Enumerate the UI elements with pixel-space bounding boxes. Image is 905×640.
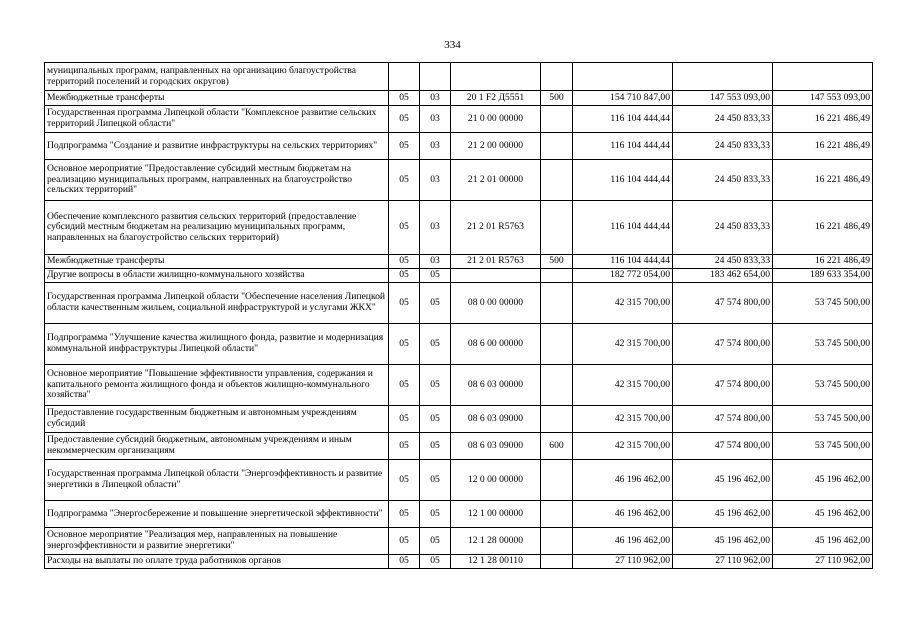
- cell-name: муниципальных программ, направленных на организацию благоустройства территорий поселений и городских округов): [45, 63, 389, 91]
- cell-amount-3: 16 221 486,49: [773, 201, 873, 255]
- cell-amount-2: 47 574 800,00: [673, 324, 773, 365]
- table-row: [45, 91, 873, 106]
- table-row: [45, 433, 873, 460]
- cell-name: Государственная программа Липецкой области "Энергоэффективность и развитие энергетики в Липецкой области": [45, 460, 389, 501]
- cell-section: 05: [389, 269, 420, 283]
- cell-subsection: 05: [420, 283, 451, 324]
- cell-amount-1: 116 104 444,44: [573, 255, 673, 269]
- table-row: [45, 555, 873, 569]
- cell-name: Подпрограмма "Улучшение качества жилищного фонда, развитие и модернизация коммунальной инфраструктуры Липецкой области": [45, 324, 389, 365]
- table-row: [45, 106, 873, 133]
- cell-expense-type: [541, 269, 573, 283]
- cell-amount-1: 116 104 444,44: [573, 201, 673, 255]
- table-row: [45, 63, 873, 91]
- cell-subsection: 03: [420, 106, 451, 133]
- cell-target-article: 21 0 00 00000: [451, 106, 541, 133]
- cell-amount-3: 53 745 500,00: [773, 406, 873, 433]
- table-row: [45, 406, 873, 433]
- cell-expense-type: [541, 160, 573, 201]
- cell-amount-1: 116 104 444,44: [573, 106, 673, 133]
- cell-section: 05: [389, 91, 420, 106]
- cell-expense-type: [541, 460, 573, 501]
- cell-target-article: 21 2 01 00000: [451, 160, 541, 201]
- cell-amount-3: 53 745 500,00: [773, 365, 873, 406]
- cell-amount-3: 53 745 500,00: [773, 324, 873, 365]
- cell-target-article: 21 2 01 R5763: [451, 201, 541, 255]
- cell-amount-1: 182 772 054,00: [573, 269, 673, 283]
- cell-expense-type: [541, 201, 573, 255]
- cell-name: Межбюджетные трансферты: [45, 91, 389, 106]
- page-number: 334: [444, 39, 461, 51]
- cell-target-article: 08 6 03 09000: [451, 406, 541, 433]
- table-row: [45, 269, 873, 283]
- cell-amount-1: 27 110 962,00: [573, 555, 673, 569]
- table-row: [45, 365, 873, 406]
- cell-amount-3: 53 745 500,00: [773, 433, 873, 460]
- cell-subsection: [420, 63, 451, 91]
- cell-subsection: 03: [420, 91, 451, 106]
- cell-amount-3: 189 633 354,00: [773, 269, 873, 283]
- cell-amount-1: 46 196 462,00: [573, 528, 673, 555]
- table-row: [45, 255, 873, 269]
- cell-name: Предоставление государственным бюджетным и автономным учреждениям субсидий: [45, 406, 389, 433]
- cell-amount-2: 183 462 654,00: [673, 269, 773, 283]
- cell-target-article: 12 1 28 00000: [451, 528, 541, 555]
- cell-amount-2: 27 110 962,00: [673, 555, 773, 569]
- cell-amount-2: 45 196 462,00: [673, 528, 773, 555]
- cell-amount-1: [573, 63, 673, 91]
- cell-amount-1: 42 315 700,00: [573, 324, 673, 365]
- cell-amount-2: [673, 63, 773, 91]
- cell-expense-type: 500: [541, 91, 573, 106]
- cell-subsection: 03: [420, 201, 451, 255]
- table-row: [45, 283, 873, 324]
- cell-name: Основное мероприятие "Повышение эффективности управления, содержания и капитального ремонта жилищного фонда и объектов жилищно-коммунального хозяйства": [45, 365, 389, 406]
- cell-amount-2: 47 574 800,00: [673, 365, 773, 406]
- cell-expense-type: [541, 63, 573, 91]
- cell-amount-2: 47 574 800,00: [673, 406, 773, 433]
- table-row: [45, 460, 873, 501]
- cell-amount-3: 16 221 486,49: [773, 255, 873, 269]
- budget-table: [44, 62, 873, 569]
- cell-amount-1: 42 315 700,00: [573, 283, 673, 324]
- cell-expense-type: [541, 406, 573, 433]
- cell-section: 05: [389, 528, 420, 555]
- cell-section: [389, 63, 420, 91]
- cell-subsection: 05: [420, 433, 451, 460]
- cell-name: Основное мероприятие "Предоставление субсидий местным бюджетам на реализацию муниципальных программ, направленных на благоустройство сельских территорий": [45, 160, 389, 201]
- cell-amount-1: 116 104 444,44: [573, 160, 673, 201]
- cell-subsection: 05: [420, 501, 451, 528]
- cell-section: 05: [389, 106, 420, 133]
- cell-amount-2: 24 450 833,33: [673, 201, 773, 255]
- cell-expense-type: [541, 324, 573, 365]
- cell-amount-1: 42 315 700,00: [573, 406, 673, 433]
- cell-section: 05: [389, 255, 420, 269]
- cell-target-article: 21 2 00 00000: [451, 133, 541, 160]
- cell-target-article: 08 6 03 00000: [451, 365, 541, 406]
- cell-amount-2: 147 553 093,00: [673, 91, 773, 106]
- cell-name: Государственная программа Липецкой области "Комплексное развитие сельских территорий Липецкой области": [45, 106, 389, 133]
- cell-subsection: 05: [420, 460, 451, 501]
- cell-amount-2: 47 574 800,00: [673, 433, 773, 460]
- cell-subsection: 05: [420, 365, 451, 406]
- cell-target-article: [451, 63, 541, 91]
- cell-section: 05: [389, 365, 420, 406]
- cell-amount-2: 24 450 833,33: [673, 160, 773, 201]
- cell-amount-3: [773, 63, 873, 91]
- cell-target-article: 08 6 00 00000: [451, 324, 541, 365]
- cell-target-article: 08 6 03 09000: [451, 433, 541, 460]
- cell-amount-1: 42 315 700,00: [573, 365, 673, 406]
- table-body: [45, 63, 873, 569]
- cell-amount-3: 45 196 462,00: [773, 528, 873, 555]
- cell-section: 05: [389, 406, 420, 433]
- cell-amount-3: 45 196 462,00: [773, 501, 873, 528]
- table-row: [45, 501, 873, 528]
- cell-name: Обеспечение комплексного развития сельских территорий (предоставление субсидий местным бюджетам на реализацию муниципальных программ, направленных на благоустройство сельских территорий): [45, 201, 389, 255]
- cell-name: Подпрограмма "Создание и развитие инфраструктуры на сельских территориях": [45, 133, 389, 160]
- cell-subsection: 03: [420, 133, 451, 160]
- cell-expense-type: [541, 555, 573, 569]
- cell-amount-1: 46 196 462,00: [573, 501, 673, 528]
- cell-target-article: 20 1 F2 Д5551: [451, 91, 541, 106]
- table-row: [45, 160, 873, 201]
- cell-section: 05: [389, 133, 420, 160]
- cell-subsection: 05: [420, 528, 451, 555]
- cell-expense-type: [541, 501, 573, 528]
- cell-section: 05: [389, 555, 420, 569]
- cell-name: Расходы на выплаты по оплате труда работников органов: [45, 555, 389, 569]
- cell-section: 05: [389, 460, 420, 501]
- cell-name: Предоставление субсидий бюджетным, автономным учреждениям и иным некоммерческим организациям: [45, 433, 389, 460]
- cell-amount-1: 42 315 700,00: [573, 433, 673, 460]
- cell-subsection: 05: [420, 555, 451, 569]
- cell-amount-2: 45 196 462,00: [673, 460, 773, 501]
- table-row: [45, 201, 873, 255]
- cell-section: 05: [389, 324, 420, 365]
- cell-amount-2: 45 196 462,00: [673, 501, 773, 528]
- cell-subsection: 03: [420, 160, 451, 201]
- cell-amount-3: 16 221 486,49: [773, 133, 873, 160]
- cell-amount-3: 27 110 962,00: [773, 555, 873, 569]
- cell-section: 05: [389, 433, 420, 460]
- cell-amount-3: 16 221 486,49: [773, 106, 873, 133]
- cell-amount-3: 147 553 093,00: [773, 91, 873, 106]
- cell-subsection: 03: [420, 255, 451, 269]
- cell-expense-type: [541, 106, 573, 133]
- cell-expense-type: [541, 283, 573, 324]
- cell-section: 05: [389, 283, 420, 324]
- cell-target-article: 08 0 00 00000: [451, 283, 541, 324]
- cell-expense-type: 600: [541, 433, 573, 460]
- cell-name: Основное мероприятие "Реализация мер, направленных на повышение энергоэффективности и развитие энергетики": [45, 528, 389, 555]
- cell-name: Межбюджетные трансферты: [45, 255, 389, 269]
- table-row: [45, 133, 873, 160]
- cell-section: 05: [389, 201, 420, 255]
- cell-amount-1: 116 104 444,44: [573, 133, 673, 160]
- cell-target-article: 12 0 00 00000: [451, 460, 541, 501]
- cell-subsection: 05: [420, 406, 451, 433]
- cell-section: 05: [389, 501, 420, 528]
- table-row: [45, 528, 873, 555]
- cell-name: Другие вопросы в области жилищно-коммунального хозяйства: [45, 269, 389, 283]
- cell-amount-2: 24 450 833,33: [673, 255, 773, 269]
- cell-amount-1: 46 196 462,00: [573, 460, 673, 501]
- cell-amount-2: 24 450 833,33: [673, 133, 773, 160]
- cell-section: 05: [389, 160, 420, 201]
- cell-amount-2: 47 574 800,00: [673, 283, 773, 324]
- cell-target-article: [451, 269, 541, 283]
- cell-amount-3: 16 221 486,49: [773, 160, 873, 201]
- cell-expense-type: [541, 528, 573, 555]
- cell-expense-type: [541, 365, 573, 406]
- cell-name: Государственная программа Липецкой области "Обеспечение населения Липецкой области качественным жильем, социальной инфраструктурой и услугами ЖКХ": [45, 283, 389, 324]
- cell-amount-3: 53 745 500,00: [773, 283, 873, 324]
- cell-amount-3: 45 196 462,00: [773, 460, 873, 501]
- cell-amount-2: 24 450 833,33: [673, 106, 773, 133]
- cell-target-article: 12 1 00 00000: [451, 501, 541, 528]
- cell-target-article: 21 2 01 R5763: [451, 255, 541, 269]
- cell-name: Подпрограмма "Энергосбережение и повышение энергетической эффективности": [45, 501, 389, 528]
- cell-subsection: 05: [420, 324, 451, 365]
- cell-target-article: 12 1 28 00110: [451, 555, 541, 569]
- table-row: [45, 324, 873, 365]
- cell-subsection: 05: [420, 269, 451, 283]
- cell-expense-type: 500: [541, 255, 573, 269]
- cell-expense-type: [541, 133, 573, 160]
- cell-amount-1: 154 710 847,00: [573, 91, 673, 106]
